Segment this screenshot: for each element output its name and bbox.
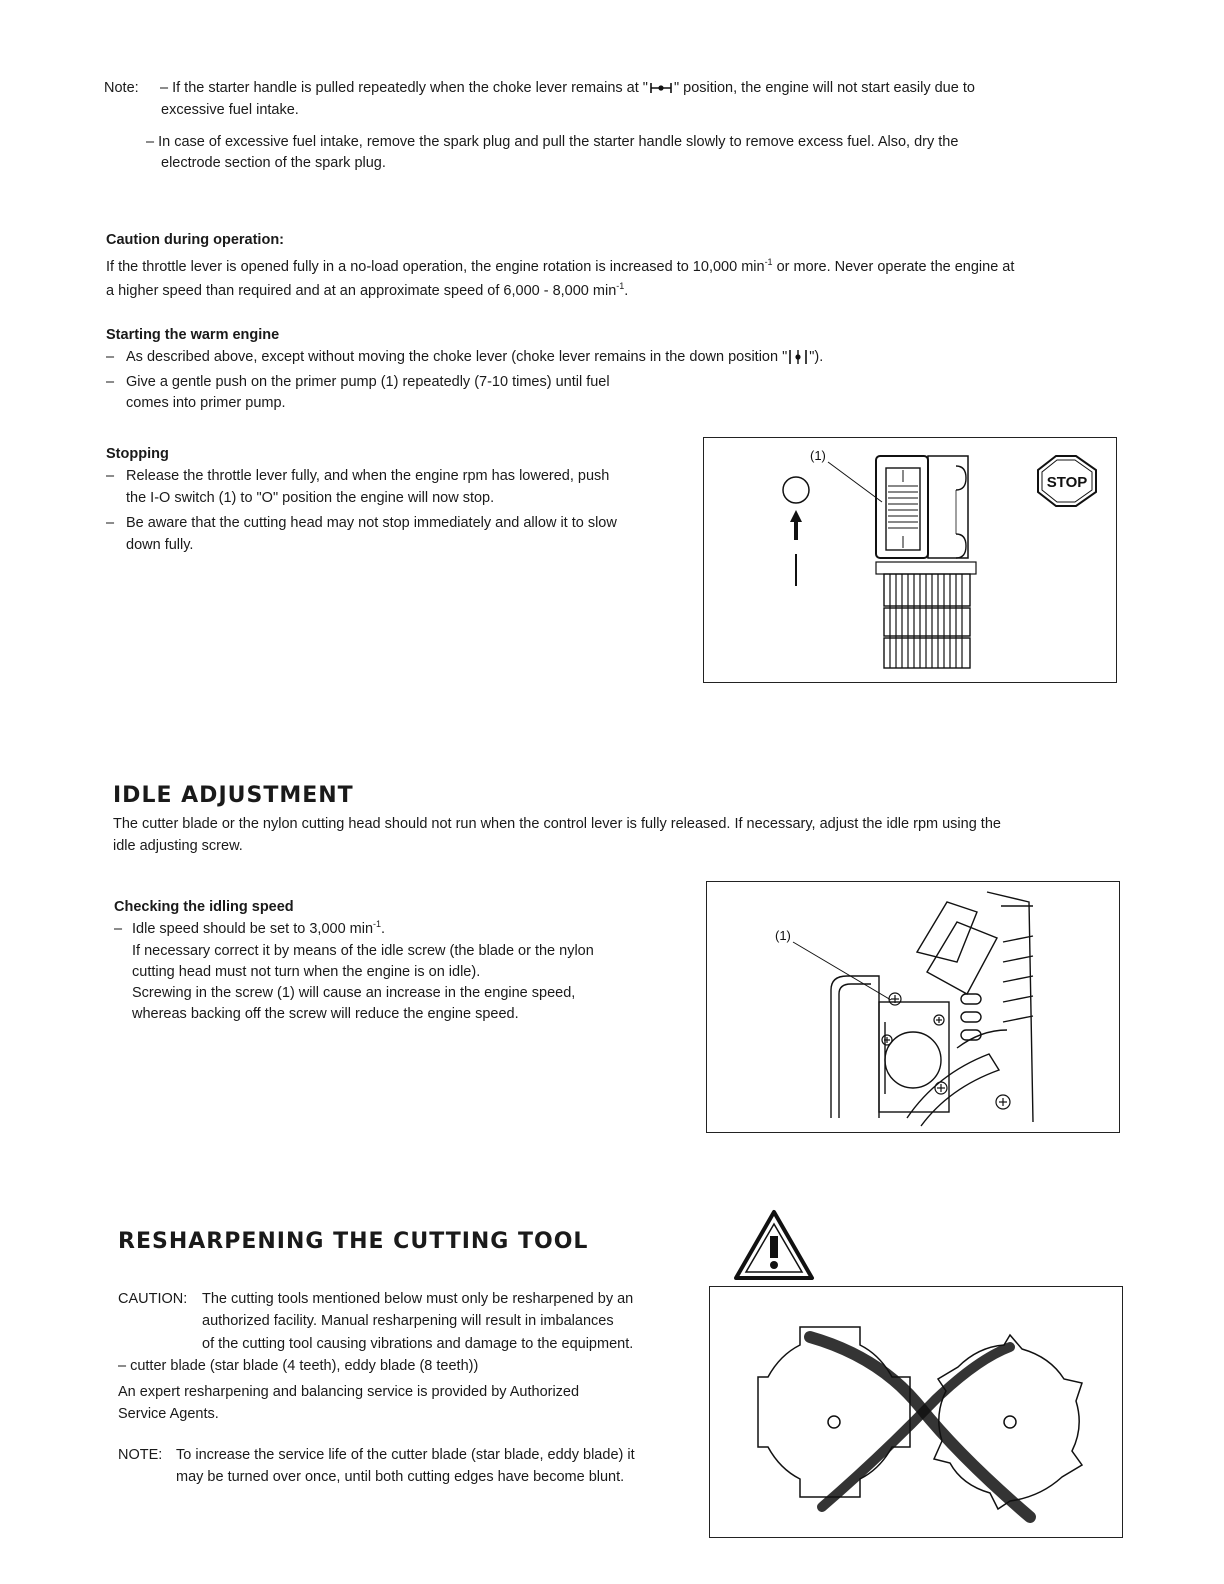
warm-engine-item-2: – Give a gentle push on the primer pump (1) repeatedly (7-10 times) until fuel	[106, 373, 610, 390]
cutter-blade-item: – cutter blade (star blade (4 teeth), eddy blade (8 teeth))	[118, 1358, 479, 1375]
caution-paragraph: CAUTION: The cutting tools mentioned below must only be resharpened by an	[118, 1288, 688, 1310]
warning-triangle-icon	[732, 1208, 816, 1282]
warm-engine-item-1: – As described above, except without moving the choke lever (choke lever remains in the down position " ").	[106, 348, 824, 365]
note-item-1-cont: excessive fuel intake.	[161, 101, 299, 118]
note-item-1	[104, 78, 1104, 100]
caution-operation-line-2: a higher speed than required and at an approximate speed of 6,000 - 8,000 $\min^{-1}$.	[106, 280, 629, 299]
warm-engine-heading: Starting the warm engine	[106, 327, 280, 343]
cross-stroke-2	[822, 1347, 1010, 1507]
up-arrow-icon	[790, 510, 802, 540]
blade-resharpen-figure	[709, 1286, 1123, 1538]
note-resharpen-label: NOTE:	[118, 1446, 163, 1463]
caution-label: CAUTION:	[118, 1291, 188, 1307]
stop-switch-illustration	[704, 438, 1116, 682]
stopping-item-2-cont: down fully.	[126, 537, 194, 553]
choke-open-symbol-icon	[648, 81, 674, 95]
caution-operation-section	[106, 230, 1116, 302]
eddy-blade-icon	[934, 1335, 1082, 1509]
note-item-2-cont: electrode section of the spark plug.	[161, 155, 386, 172]
caution-line-3: of the cutting tool causing vibrations and damage to the equipment.	[202, 1335, 634, 1352]
stop-sign-icon	[1038, 456, 1096, 506]
stopping-item-1: – Release the throttle lever fully, and when the engine rpm has lowered, push	[106, 467, 610, 484]
warm-engine-section	[106, 325, 1106, 415]
idling-item-1-details: If necessary correct it by means of the idle screw (the blade or the nylon cutting head must not turn when the engine is on idle). Screwing in the screw (1) will cause an increase in the engine speed, whereas backing off the screw will reduce the engine speed.	[132, 942, 594, 1022]
resharpening-body	[118, 1288, 688, 1489]
caution-operation-heading: Caution during operation:	[106, 232, 285, 248]
expert-service-line-2: Service Agents.	[118, 1406, 219, 1423]
note-item-2: – In case of excessive fuel intake, remove the spark plug and pull the starter handle slowly to remove excess fuel. Also, dry the	[146, 133, 959, 150]
note-block	[104, 78, 1104, 175]
handle-grip-icon	[876, 562, 976, 668]
idle-screw-figure	[706, 881, 1120, 1133]
idle-body-line-1: The cutter blade or the nylon cutting head should not run when the control lever is fully released. If necessary, adjust the idle rpm using the	[113, 816, 1001, 832]
note-paragraph: NOTE: To increase the service life of the cutter blade (star blade, eddy blade) it	[118, 1444, 688, 1466]
expert-service-line-1: An expert resharpening and balancing service is provided by Authorized	[118, 1383, 580, 1400]
note-item-1-text-b: " position, the engine will not start easily due to	[673, 80, 975, 96]
carburetor-illustration	[707, 882, 1119, 1132]
stop-switch-figure	[703, 437, 1117, 683]
stopping-heading: Stopping	[106, 446, 169, 462]
idle-adjustment-heading: IDLE ADJUSTMENT	[113, 783, 354, 808]
blades-crossed-out-illustration	[710, 1287, 1122, 1537]
star-blade-icon	[758, 1327, 910, 1497]
idling-speed-heading: Checking the idling speed	[114, 899, 294, 915]
idle-body-line-2: idle adjusting screw.	[113, 837, 243, 854]
stopping-item-2: – Be aware that the cutting head may not stop immediately and allow it to slow	[106, 515, 617, 532]
idling-item-1: – Idle speed should be set to 3,000 $\min^{-1}$.	[114, 918, 386, 937]
stopping-item-1-cont: the I-O switch (1) to "O" position the engine will now stop.	[126, 489, 495, 506]
idle-adjustment-body	[113, 814, 1128, 858]
caution-line-2: authorized facility. Manual resharpening will result in imbalances	[202, 1313, 614, 1330]
warm-engine-item-2-cont: comes into primer pump.	[126, 395, 286, 412]
note-item-1-text-a: – If the starter handle is pulled repeatedly when the choke lever remains at "	[160, 80, 648, 96]
note-resharpen-line-2: may be turned over once, until both cutting edges have become blunt.	[176, 1469, 625, 1486]
idle-figure-callout: (1)	[775, 928, 791, 943]
note-label: Note:	[104, 80, 139, 96]
idling-speed-section	[114, 897, 674, 1025]
choke-down-symbol-icon	[787, 349, 809, 365]
caution-operation-line-1: If the throttle lever is opened fully in a no-load operation, the engine rotation is increased to 10,000 $\min^{-1}$ or more. Never operate the engine at	[106, 256, 1015, 275]
resharpening-heading: RESHARPENING THE CUTTING TOOL	[118, 1229, 589, 1254]
stop-sign-text: STOP	[1046, 474, 1088, 491]
stop-figure-callout: (1)	[810, 448, 826, 463]
stopping-section	[106, 444, 676, 557]
